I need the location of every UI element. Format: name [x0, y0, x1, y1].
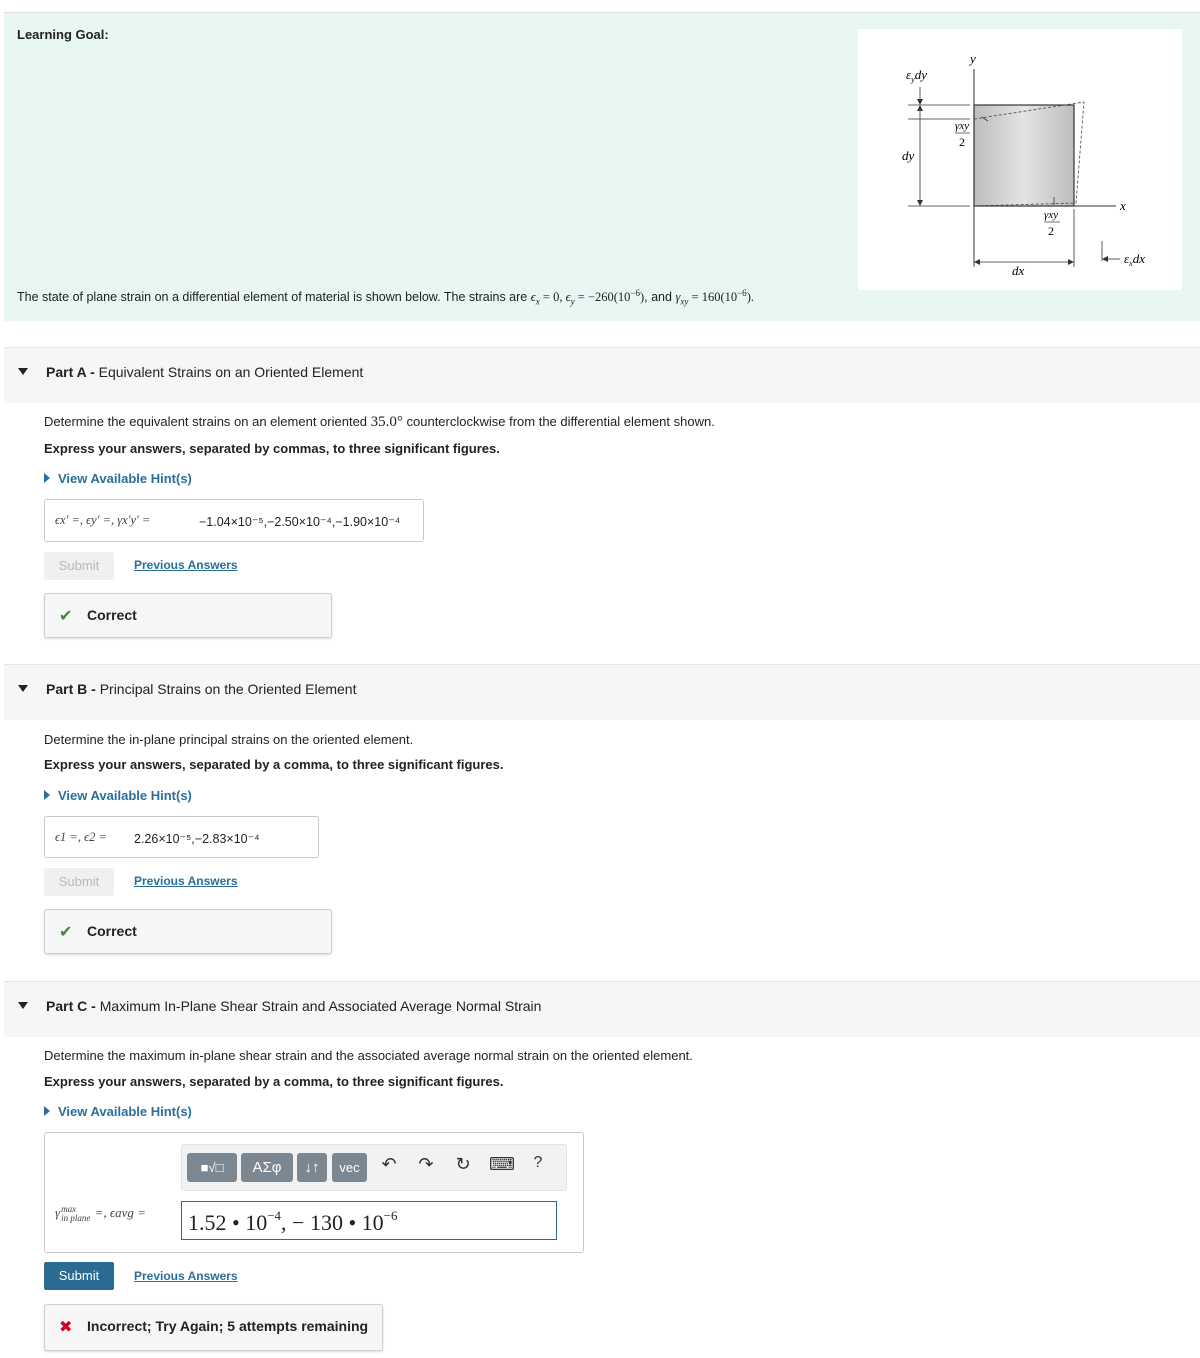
part-b-answer-label: ϵ1 =, ϵ2 = — [55, 830, 107, 844]
part-a-question: Determine the equivalent strains on an element oriented 35.0° counterclockwise from the differential element shown. — [44, 414, 715, 430]
eps-y-value: −260(10 — [587, 290, 631, 305]
part-a-answer-value: −1.04×10⁻⁵,−2.50×10⁻⁴,−1.90×10⁻⁴ — [199, 515, 401, 529]
part-c-hint-link[interactable]: View Available Hint(s) — [44, 1104, 192, 1119]
math-toolbar — [181, 1144, 567, 1191]
part-a-label: Part A - — [46, 364, 95, 380]
part-a-answer-box — [44, 499, 424, 542]
part-c-submit-button[interactable]: Submit — [44, 1262, 114, 1290]
part-c-header[interactable] — [4, 981, 1200, 1037]
part-b-feedback-text: Correct — [87, 923, 137, 939]
expand-arrow-icon — [44, 473, 50, 483]
eps-y-exponent: −6 — [630, 288, 640, 298]
part-c-answer-input[interactable] — [181, 1201, 557, 1240]
part-b-answer-value: 2.26×10⁻⁵,−2.83×10⁻⁴ — [134, 832, 260, 846]
gamma-half-bottom-num: γxy — [1044, 209, 1059, 221]
gamma-half-top-num: γxy — [955, 120, 970, 132]
checkmark-icon: ✔ — [59, 924, 73, 941]
x-axis-label: x — [1120, 198, 1126, 213]
part-c-title: Maximum In-Plane Shear Strain and Associated Average Normal Strain — [99, 998, 542, 1014]
checkmark-icon: ✔ — [59, 608, 73, 625]
part-b-answer-box — [44, 816, 319, 858]
part-a-instruction: Express your answers, separated by commas, to three significant figures. — [44, 441, 500, 456]
part-c-question: Determine the maximum in-plane shear strain and the associated average normal strain on the oriented element. — [44, 1048, 693, 1063]
eps-x-value: 0 — [553, 290, 560, 305]
part-b-hint-link[interactable]: View Available Hint(s) — [44, 788, 192, 803]
math-input-content: 1.52 • $10^{-4}$, − 130 • $10^{-6}$ — [188, 1208, 398, 1235]
part-b-question: Determine the in-plane principal strains on the oriented element. — [44, 732, 414, 747]
part-a-answer-label: ϵx′ =, ϵy′ =, γx′y′ = — [55, 513, 151, 527]
eps-y-dy-label: $\varepsilon_ydy$ — [906, 67, 927, 84]
part-a-header[interactable] — [4, 347, 1200, 403]
part-a-submit-button[interactable]: Submit — [44, 552, 114, 580]
angle-value: 35.0° — [370, 414, 403, 430]
part-a-feedback — [44, 593, 332, 638]
gamma-xy-exponent: −6 — [737, 288, 747, 298]
part-c-answer-label: γ max in plane =, ϵavg = — [55, 1204, 146, 1224]
part-b-title: Principal Strains on the Oriented Element — [99, 681, 357, 697]
collapse-triangle-icon[interactable] — [18, 685, 28, 692]
part-b-instruction: Express your answers, separated by a comma, to three significant figures. — [44, 757, 504, 772]
dy-label: dy — [902, 148, 915, 163]
part-c-feedback-text: Incorrect; Try Again; 5 attempts remaining — [87, 1318, 369, 1334]
dx-label: dx — [1012, 263, 1025, 278]
y-axis-label: y — [970, 51, 976, 66]
part-c-label: Part C - — [46, 998, 96, 1014]
part-c-feedback — [44, 1304, 383, 1351]
gamma-half-top-den: 2 — [959, 135, 965, 149]
strain-diagram-svg — [858, 29, 1182, 290]
part-a-previous-answers-link[interactable]: Previous Answers — [134, 558, 238, 572]
keyboard-icon[interactable]: ⌨ — [489, 1154, 515, 1174]
problem-statement: The state of plane strain on a differential element of material is shown below. The strains are $\epsilon_x = 0$, $\epsilon_y = -260(10^{-6})$, and $\gamma_{xy} = 160(10^{-6})$. — [17, 288, 754, 307]
element-square — [974, 105, 1074, 206]
and-text: , and — [644, 290, 676, 305]
eps-x-dx-label: $\varepsilon_xdx$ — [1124, 251, 1145, 268]
label-sup-max: max — [61, 1204, 77, 1215]
part-c-instruction: Express your answers, separated by a comma, to three significant figures. — [44, 1074, 504, 1089]
strain-diagram — [858, 29, 1182, 290]
part-a-hint-link[interactable]: View Available Hint(s) — [44, 471, 192, 486]
expand-arrow-icon — [44, 790, 50, 800]
part-c-previous-answers-link[interactable]: Previous Answers — [134, 1269, 238, 1283]
part-b-submit-button[interactable]: Submit — [44, 868, 114, 896]
greek-symbols-button[interactable]: ΑΣφ — [241, 1153, 293, 1182]
vector-button[interactable]: vec — [332, 1153, 367, 1182]
part-b-label: Part B - — [46, 681, 96, 697]
subscript-superscript-button[interactable]: ↓↑ — [297, 1153, 327, 1182]
expand-arrow-icon — [44, 1106, 50, 1116]
part-a-title: Equivalent Strains on an Oriented Element — [98, 364, 364, 380]
collapse-triangle-icon[interactable] — [18, 368, 28, 375]
help-icon[interactable]: ? — [533, 1154, 543, 1171]
part-b-feedback — [44, 909, 332, 954]
templates-button[interactable]: ■√□ — [187, 1153, 237, 1182]
collapse-triangle-icon[interactable] — [18, 1002, 28, 1009]
gamma-half-bottom-den: 2 — [1048, 224, 1054, 238]
x-icon: ✖ — [59, 1319, 73, 1336]
part-a-feedback-text: Correct — [87, 607, 137, 623]
undo-icon[interactable]: ↶ — [381, 1154, 397, 1174]
redo-icon[interactable]: ↷ — [418, 1154, 434, 1174]
gamma-xy-value: 160(10 — [701, 290, 738, 305]
reset-icon[interactable]: ↻ — [455, 1154, 471, 1174]
part-b-header[interactable] — [4, 664, 1200, 720]
statement-prefix: The state of plane strain on a differential element of material is shown below. The strains are — [17, 290, 531, 305]
learning-goal-label: Learning Goal: — [17, 27, 109, 42]
part-b-previous-answers-link[interactable]: Previous Answers — [134, 874, 238, 888]
label-sub-in-plane: in plane — [61, 1213, 91, 1224]
